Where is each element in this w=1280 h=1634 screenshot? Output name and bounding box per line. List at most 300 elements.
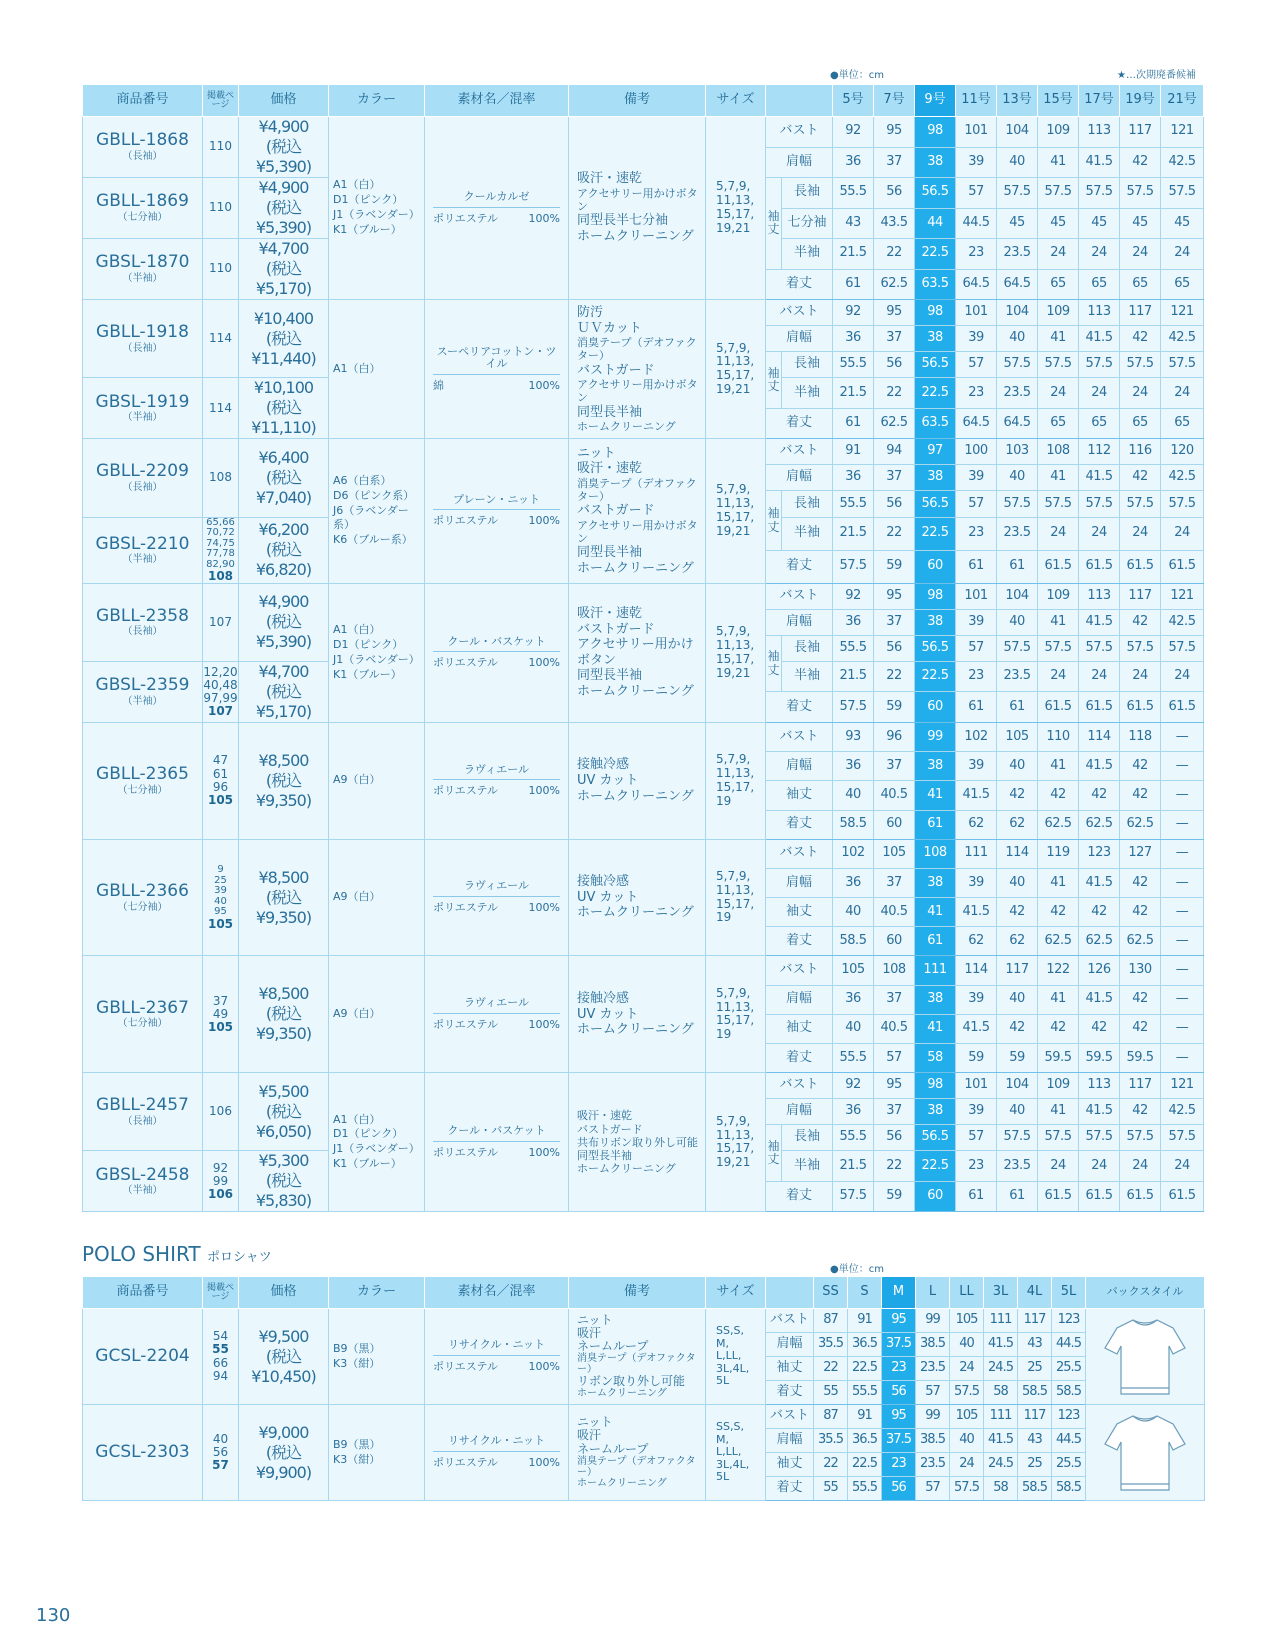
measure-value: 61.5 bbox=[1079, 1181, 1120, 1212]
measure-value: 40 bbox=[997, 609, 1038, 635]
section-title-ja: ポロシャツ bbox=[206, 1250, 272, 1265]
measure-value: 37 bbox=[874, 752, 915, 781]
measure-value: 62.5 bbox=[1120, 927, 1161, 956]
measure-value: 57.5 bbox=[1038, 635, 1079, 661]
measure-label: 半袖 bbox=[782, 239, 833, 270]
measure-value: 57 bbox=[956, 178, 997, 209]
measure-value: 40 bbox=[997, 868, 1038, 897]
polo-measure-value: 22 bbox=[814, 1357, 848, 1381]
polo-measure-value: 37.5 bbox=[882, 1429, 916, 1453]
measure-value: 64.5 bbox=[956, 408, 997, 439]
polo-measure-value: 22.5 bbox=[848, 1453, 882, 1477]
catalog-page: 12,20 40,48 97,99 107 bbox=[203, 661, 239, 722]
measure-value: 37 bbox=[874, 465, 915, 491]
polo-header-page: 掲載ページ bbox=[203, 1277, 239, 1309]
measure-value: 109 bbox=[1038, 300, 1079, 326]
product-code: GBLL-1918 （長袖） bbox=[83, 300, 203, 378]
polo-measure-value: 23 bbox=[882, 1357, 916, 1381]
polo-measure-value: 57.5 bbox=[950, 1381, 984, 1405]
measure-value: 62 bbox=[997, 927, 1038, 956]
polo-measure-label: 着丈 bbox=[766, 1381, 814, 1405]
measure-value: 97 bbox=[915, 439, 956, 465]
header-size-5: 15号 bbox=[1038, 85, 1079, 117]
catalog-page: 47 61 96 105 bbox=[203, 722, 239, 839]
polo-header-code: 商品番号 bbox=[83, 1277, 203, 1309]
measure-value: 39 bbox=[956, 465, 997, 491]
price: ¥8,500 (税込 ¥9,350) bbox=[239, 839, 329, 956]
measure-label: 肩幅 bbox=[766, 752, 833, 781]
polo-measure-value: 58.5 bbox=[1018, 1477, 1052, 1501]
size-row bbox=[83, 439, 1204, 465]
material: クールカルゼ ポリエステル 100% bbox=[425, 117, 569, 300]
measure-value: 42 bbox=[1079, 781, 1120, 810]
measure-value: 36 bbox=[833, 326, 874, 352]
measure-value: — bbox=[1161, 781, 1204, 810]
measure-value: 60 bbox=[915, 550, 956, 583]
measure-value: 36 bbox=[833, 609, 874, 635]
polo-measure-label: 着丈 bbox=[766, 1477, 814, 1501]
measure-value: 39 bbox=[956, 1099, 997, 1125]
polo-measure-value: 57.5 bbox=[950, 1477, 984, 1501]
measure-value: 21.5 bbox=[833, 517, 874, 550]
measure-value: 39 bbox=[956, 326, 997, 352]
measure-value: 24 bbox=[1161, 517, 1204, 550]
size-row bbox=[83, 1073, 1204, 1099]
product-code: GBLL-1869 （七分袖） bbox=[83, 178, 203, 239]
measure-value: 65 bbox=[1161, 408, 1204, 439]
polo-header-back-style: バックスタイル bbox=[1086, 1277, 1205, 1309]
page-number: 130 bbox=[36, 1605, 71, 1626]
back-style-shirt-image bbox=[1103, 1314, 1187, 1400]
polo-measure-value: 56 bbox=[882, 1477, 916, 1501]
polo-measure-value: 56 bbox=[882, 1381, 916, 1405]
polo-material: リサイクル・ニット ポリエステル 100% bbox=[425, 1309, 569, 1405]
header-page: 掲載ページ bbox=[203, 85, 239, 117]
measure-value: 95 bbox=[874, 583, 915, 609]
measure-value: 23 bbox=[956, 517, 997, 550]
measure-value: 23.5 bbox=[997, 378, 1038, 409]
measure-value: 43.5 bbox=[874, 208, 915, 239]
product-code: GBLL-2209 （長袖） bbox=[83, 439, 203, 517]
measure-value: 23 bbox=[956, 1151, 997, 1182]
measure-value: 22.5 bbox=[915, 239, 956, 270]
polo-header-size-0: SS bbox=[814, 1277, 848, 1309]
measure-value: 42 bbox=[997, 898, 1038, 927]
measure-value: 113 bbox=[1079, 300, 1120, 326]
measure-value: 95 bbox=[874, 1073, 915, 1099]
measure-value: 101 bbox=[956, 583, 997, 609]
catalog-page: 107 bbox=[203, 583, 239, 661]
header-blank bbox=[766, 85, 833, 117]
polo-measure-value: 43 bbox=[1018, 1333, 1052, 1357]
measure-value: 55.5 bbox=[833, 1044, 874, 1073]
section-title-en: POLO SHIRT bbox=[82, 1242, 201, 1266]
polo-measure-value: 58.5 bbox=[1052, 1477, 1086, 1501]
material: ラヴィエール ポリエステル 100% bbox=[425, 722, 569, 839]
measure-value: 57.5 bbox=[1038, 178, 1079, 209]
measure-value: 55.5 bbox=[833, 1125, 874, 1151]
measure-value: 40 bbox=[997, 147, 1038, 178]
measure-value: 59 bbox=[997, 1044, 1038, 1073]
polo-measure-value: 38.5 bbox=[916, 1429, 950, 1453]
measure-value: 40 bbox=[833, 1014, 874, 1043]
measure-value: 121 bbox=[1161, 117, 1204, 148]
measure-value: 41 bbox=[1038, 147, 1079, 178]
measure-value: 41.5 bbox=[1079, 147, 1120, 178]
polo-measure-value: 58 bbox=[984, 1477, 1018, 1501]
material: クール・バスケット ポリエステル 100% bbox=[425, 583, 569, 722]
polo-measure-value: 123 bbox=[1052, 1309, 1086, 1333]
measure-value: 24 bbox=[1120, 661, 1161, 692]
measure-value: 22 bbox=[874, 517, 915, 550]
measure-value: 59 bbox=[874, 550, 915, 583]
measure-value: 57.5 bbox=[1079, 1125, 1120, 1151]
measure-value: 40 bbox=[997, 985, 1038, 1014]
measure-value: — bbox=[1161, 810, 1204, 839]
polo-measure-value: 24.5 bbox=[984, 1453, 1018, 1477]
measure-value: 61 bbox=[833, 408, 874, 439]
measure-value: 21.5 bbox=[833, 378, 874, 409]
measure-value: 41 bbox=[915, 898, 956, 927]
polo-measure-value: 117 bbox=[1018, 1309, 1052, 1333]
polo-header-blank bbox=[766, 1277, 814, 1309]
measure-value: 36 bbox=[833, 985, 874, 1014]
color-list: A1（白） D1（ピンク） J1（ラベンダー） K1（ブルー） bbox=[329, 1073, 425, 1212]
measure-value: 57.5 bbox=[1161, 178, 1204, 209]
measure-value: 108 bbox=[915, 839, 956, 868]
measure-value: 105 bbox=[874, 839, 915, 868]
measure-value: 101 bbox=[956, 117, 997, 148]
polo-measure-value: 36.5 bbox=[848, 1333, 882, 1357]
measure-value: 24 bbox=[1038, 239, 1079, 270]
measure-value: 117 bbox=[1120, 1073, 1161, 1099]
polo-measure-value: 58.5 bbox=[1052, 1381, 1086, 1405]
price: ¥6,200 (税込 ¥6,820) bbox=[239, 517, 329, 583]
material: ラヴィエール ポリエステル 100% bbox=[425, 956, 569, 1073]
header-size-7: 19号 bbox=[1120, 85, 1161, 117]
price: ¥4,900 (税込 ¥5,390) bbox=[239, 178, 329, 239]
measure-value: 60 bbox=[915, 692, 956, 723]
polo-size-row bbox=[83, 1309, 1205, 1333]
polo-measure-value: 58 bbox=[984, 1381, 1018, 1405]
measure-value: 39 bbox=[956, 147, 997, 178]
measure-value: 60 bbox=[874, 810, 915, 839]
unit-note: ●単位：cm bbox=[830, 70, 884, 81]
measure-value: 62.5 bbox=[874, 408, 915, 439]
measure-value: 38 bbox=[915, 609, 956, 635]
available-sizes: 5,7,9, 11,13, 15,17, 19,21 bbox=[706, 300, 766, 439]
measure-value: 65 bbox=[1120, 269, 1161, 300]
measure-value: 56.5 bbox=[915, 635, 956, 661]
polo-measure-value: 23 bbox=[882, 1453, 916, 1477]
product-code: GBSL-2210 （半袖） bbox=[83, 517, 203, 583]
measure-value: 62 bbox=[956, 927, 997, 956]
measure-value: 38 bbox=[915, 1099, 956, 1125]
measure-value: 105 bbox=[997, 722, 1038, 751]
remarks: 吸汗・速乾 アクセサリー用かけボタン 同型長半七分袖 ホームクリーニング bbox=[569, 117, 706, 300]
measure-value: 22.5 bbox=[915, 378, 956, 409]
measure-value: 59.5 bbox=[1038, 1044, 1079, 1073]
measure-value: 61.5 bbox=[1079, 692, 1120, 723]
polo-measure-value: 55 bbox=[814, 1477, 848, 1501]
measure-value: 101 bbox=[956, 1073, 997, 1099]
polo-color-list: B9（黒） K3（紺） bbox=[329, 1405, 425, 1501]
measure-value: 42 bbox=[1120, 1014, 1161, 1043]
polo-measure-value: 57 bbox=[916, 1381, 950, 1405]
price: ¥10,400 (税込 ¥11,440) bbox=[239, 300, 329, 378]
measure-value: 42 bbox=[1120, 326, 1161, 352]
measure-value: 121 bbox=[1161, 300, 1204, 326]
measure-value: 63.5 bbox=[915, 408, 956, 439]
measure-value: 40.5 bbox=[874, 898, 915, 927]
polo-measure-value: 25.5 bbox=[1052, 1357, 1086, 1381]
header-size-8: 21号 bbox=[1161, 85, 1204, 117]
measure-value: 57.5 bbox=[1038, 352, 1079, 378]
measure-value: 59 bbox=[874, 1181, 915, 1212]
catalog-page: 110 bbox=[203, 178, 239, 239]
color-list: A6（白系） D6（ピンク系） J6（ラベンダー系） K6（ブルー系） bbox=[329, 439, 425, 583]
measure-value: 63.5 bbox=[915, 269, 956, 300]
measure-value: 24 bbox=[1038, 661, 1079, 692]
measure-value: 56.5 bbox=[915, 1125, 956, 1151]
remarks: 吸汗・速乾 バストガード アクセサリー用かけボタン 同型長半袖 ホームクリーニング bbox=[569, 583, 706, 722]
measure-value: 39 bbox=[956, 868, 997, 897]
polo-back-style bbox=[1086, 1405, 1205, 1501]
measure-label: 肩幅 bbox=[766, 326, 833, 352]
measure-label: 着丈 bbox=[766, 550, 833, 583]
measure-value: 37 bbox=[874, 147, 915, 178]
measure-value: 104 bbox=[997, 300, 1038, 326]
measure-value: 59.5 bbox=[1079, 1044, 1120, 1073]
measure-value: 42 bbox=[1120, 898, 1161, 927]
measure-value: 57.5 bbox=[1079, 352, 1120, 378]
color-list: A1（白） D1（ピンク） J1（ラベンダー） K1（ブルー） bbox=[329, 117, 425, 300]
polo-color-list: B9（黒） K3（紺） bbox=[329, 1309, 425, 1405]
measure-label: 半袖 bbox=[782, 661, 833, 692]
measure-value: 44.5 bbox=[956, 208, 997, 239]
measure-value: 61 bbox=[997, 692, 1038, 723]
header-size-4: 13号 bbox=[997, 85, 1038, 117]
measure-value: 65 bbox=[1120, 408, 1161, 439]
size-row bbox=[83, 117, 1204, 148]
measure-value: 57.5 bbox=[1079, 491, 1120, 517]
measure-value: 40 bbox=[997, 752, 1038, 781]
measure-value: 57.5 bbox=[1120, 352, 1161, 378]
measure-value: 100 bbox=[956, 439, 997, 465]
measure-value: 62.5 bbox=[1079, 927, 1120, 956]
measure-value: 56.5 bbox=[915, 491, 956, 517]
product-code: GBLL-2358 （長袖） bbox=[83, 583, 203, 661]
measure-value: 58 bbox=[915, 1044, 956, 1073]
measure-value: 24 bbox=[1161, 239, 1204, 270]
measure-value: 42 bbox=[997, 781, 1038, 810]
polo-product-code: GCSL-2303 bbox=[83, 1405, 203, 1501]
header-code: 商品番号 bbox=[83, 85, 203, 117]
polo-measure-value: 23.5 bbox=[916, 1453, 950, 1477]
material: クール・バスケット ポリエステル 100% bbox=[425, 1073, 569, 1212]
polo-measure-value: 35.5 bbox=[814, 1333, 848, 1357]
measure-value: 122 bbox=[1038, 956, 1079, 985]
measure-value: 24 bbox=[1161, 1151, 1204, 1182]
measure-value: — bbox=[1161, 956, 1204, 985]
measure-value: 23.5 bbox=[997, 239, 1038, 270]
measure-value: 98 bbox=[915, 300, 956, 326]
header-remarks: 備考 bbox=[569, 85, 706, 117]
price: ¥4,900 (税込 ¥5,390) bbox=[239, 117, 329, 178]
measure-value: 64.5 bbox=[997, 408, 1038, 439]
measure-value: 41 bbox=[1038, 752, 1079, 781]
size-row bbox=[83, 722, 1204, 751]
measure-value: 117 bbox=[997, 956, 1038, 985]
measure-value: 41 bbox=[1038, 868, 1079, 897]
measure-value: 56 bbox=[874, 635, 915, 661]
polo-measure-value: 40 bbox=[950, 1333, 984, 1357]
measure-value: 109 bbox=[1038, 583, 1079, 609]
available-sizes: 5,7,9, 11,13, 15,17, 19 bbox=[706, 956, 766, 1073]
measure-value: — bbox=[1161, 839, 1204, 868]
measure-value: 55.5 bbox=[833, 352, 874, 378]
remarks: 吸汗・速乾 バストガード 共布リボン取り外し可能 同型長半袖 ホームクリーニング bbox=[569, 1073, 706, 1212]
measure-value: 41.5 bbox=[956, 898, 997, 927]
polo-catalog-page: 54 55 66 94 bbox=[203, 1309, 239, 1405]
measure-value: 119 bbox=[1038, 839, 1079, 868]
polo-measure-value: 43 bbox=[1018, 1429, 1052, 1453]
measure-value: 112 bbox=[1079, 439, 1120, 465]
available-sizes: 5,7,9, 11,13, 15,17, 19,21 bbox=[706, 1073, 766, 1212]
measure-value: 55.5 bbox=[833, 178, 874, 209]
measure-value: 57.5 bbox=[1161, 635, 1204, 661]
polo-measure-value: 41.5 bbox=[984, 1429, 1018, 1453]
measure-value: 24 bbox=[1120, 378, 1161, 409]
measure-value: 42.5 bbox=[1161, 147, 1204, 178]
measure-value: 36 bbox=[833, 465, 874, 491]
measure-label: 袖丈 bbox=[766, 898, 833, 927]
measure-value: 57.5 bbox=[997, 491, 1038, 517]
measure-label: バスト bbox=[766, 1073, 833, 1099]
measure-value: 36 bbox=[833, 147, 874, 178]
measure-value: 98 bbox=[915, 583, 956, 609]
polo-header-size-6: 4L bbox=[1018, 1277, 1052, 1309]
polo-measure-value: 91 bbox=[848, 1405, 882, 1429]
star-note: ★…次期廃番候補 bbox=[1117, 70, 1196, 81]
product-code: GBLL-2366 （七分袖） bbox=[83, 839, 203, 956]
measure-label: 着丈 bbox=[766, 269, 833, 300]
measure-value: 39 bbox=[956, 609, 997, 635]
measure-value: 57 bbox=[956, 1125, 997, 1151]
measure-value: 61.5 bbox=[1120, 1181, 1161, 1212]
measure-label: バスト bbox=[766, 300, 833, 326]
product-code: GBLL-2365 （七分袖） bbox=[83, 722, 203, 839]
measure-value: 41 bbox=[1038, 465, 1079, 491]
measure-label: 半袖 bbox=[782, 1151, 833, 1182]
measure-label: 肩幅 bbox=[766, 1099, 833, 1125]
catalog-page: 106 bbox=[203, 1073, 239, 1151]
measure-value: 57.5 bbox=[1161, 1125, 1204, 1151]
measure-value: 57 bbox=[874, 1044, 915, 1073]
measure-value: 61.5 bbox=[1120, 692, 1161, 723]
measure-value: 130 bbox=[1120, 956, 1161, 985]
measure-value: 62 bbox=[997, 810, 1038, 839]
measure-value: 59 bbox=[874, 692, 915, 723]
price: ¥5,300 (税込 ¥5,830) bbox=[239, 1151, 329, 1212]
polo-measure-value: 22.5 bbox=[848, 1357, 882, 1381]
measure-value: 103 bbox=[997, 439, 1038, 465]
polo-measure-label: バスト bbox=[766, 1309, 814, 1333]
measure-value: 61.5 bbox=[1038, 1181, 1079, 1212]
measure-value: 65 bbox=[1079, 269, 1120, 300]
measure-value: 61 bbox=[915, 927, 956, 956]
available-sizes: 5,7,9, 11,13, 15,17, 19,21 bbox=[706, 583, 766, 722]
polo-remarks: ニット 吸汗 ネームループ 消臭テープ（デオファクター） ホームクリーニング bbox=[569, 1405, 706, 1501]
measure-value: 96 bbox=[874, 722, 915, 751]
measure-value: — bbox=[1161, 898, 1204, 927]
measure-value: 114 bbox=[1079, 722, 1120, 751]
measure-value: 92 bbox=[833, 300, 874, 326]
polo-material: リサイクル・ニット ポリエステル 100% bbox=[425, 1405, 569, 1501]
measure-value: 23 bbox=[956, 661, 997, 692]
header-price: 価格 bbox=[239, 85, 329, 117]
catalog-page: 114 bbox=[203, 300, 239, 378]
price: ¥8,500 (税込 ¥9,350) bbox=[239, 956, 329, 1073]
polo-measure-value: 57 bbox=[916, 1477, 950, 1501]
measure-value: 22.5 bbox=[915, 1151, 956, 1182]
measure-value: 38 bbox=[915, 147, 956, 178]
size-row bbox=[83, 583, 1204, 609]
measure-value: 95 bbox=[874, 300, 915, 326]
measure-label: 長袖 bbox=[782, 635, 833, 661]
measure-value: 41.5 bbox=[1079, 465, 1120, 491]
measure-value: 42.5 bbox=[1161, 1099, 1204, 1125]
polo-measure-value: 41.5 bbox=[984, 1333, 1018, 1357]
measure-label: 着丈 bbox=[766, 1181, 833, 1212]
measure-label: 半袖 bbox=[782, 517, 833, 550]
measure-value: 41 bbox=[915, 781, 956, 810]
measure-value: — bbox=[1161, 722, 1204, 751]
measure-value: 55.5 bbox=[833, 635, 874, 661]
measure-label: バスト bbox=[766, 439, 833, 465]
measure-value: 59.5 bbox=[1120, 1044, 1161, 1073]
measure-value: 114 bbox=[956, 956, 997, 985]
price: ¥5,500 (税込 ¥6,050) bbox=[239, 1073, 329, 1151]
polo-available-sizes: SS,S, M, L,LL, 3L,4L, 5L bbox=[706, 1309, 766, 1405]
measure-value: 58.5 bbox=[833, 927, 874, 956]
polo-measure-value: 87 bbox=[814, 1405, 848, 1429]
measure-label: 袖丈 bbox=[766, 781, 833, 810]
measure-value: 42 bbox=[1079, 898, 1120, 927]
size-row bbox=[83, 956, 1204, 985]
measure-value: 37 bbox=[874, 868, 915, 897]
polo-header-size-4: LL bbox=[950, 1277, 984, 1309]
available-sizes: 5,7,9, 11,13, 15,17, 19 bbox=[706, 722, 766, 839]
measure-value: 57.5 bbox=[997, 178, 1038, 209]
measure-value: 57.5 bbox=[1079, 635, 1120, 661]
measure-value: 41.5 bbox=[1079, 985, 1120, 1014]
header-size-2: 9号 bbox=[915, 85, 956, 117]
sleeve-length-label: 袖 丈 bbox=[766, 1125, 782, 1182]
polo-measure-label: 袖丈 bbox=[766, 1453, 814, 1477]
product-code: GBSL-2359 （半袖） bbox=[83, 661, 203, 722]
measure-value: 57.5 bbox=[1161, 491, 1204, 517]
polo-remarks: ニット 吸汗 ネームループ 消臭テープ（デオファクター） リボン取り外し可能 ホームクリーニング bbox=[569, 1309, 706, 1405]
measure-value: 39 bbox=[956, 985, 997, 1014]
polo-measure-value: 24 bbox=[950, 1453, 984, 1477]
measure-value: 108 bbox=[874, 956, 915, 985]
measure-label: 着丈 bbox=[766, 408, 833, 439]
polo-back-style bbox=[1086, 1309, 1205, 1405]
measure-value: 45 bbox=[1120, 208, 1161, 239]
measure-value: 58.5 bbox=[833, 810, 874, 839]
polo-unit-note: ●単位：cm bbox=[830, 1264, 884, 1275]
